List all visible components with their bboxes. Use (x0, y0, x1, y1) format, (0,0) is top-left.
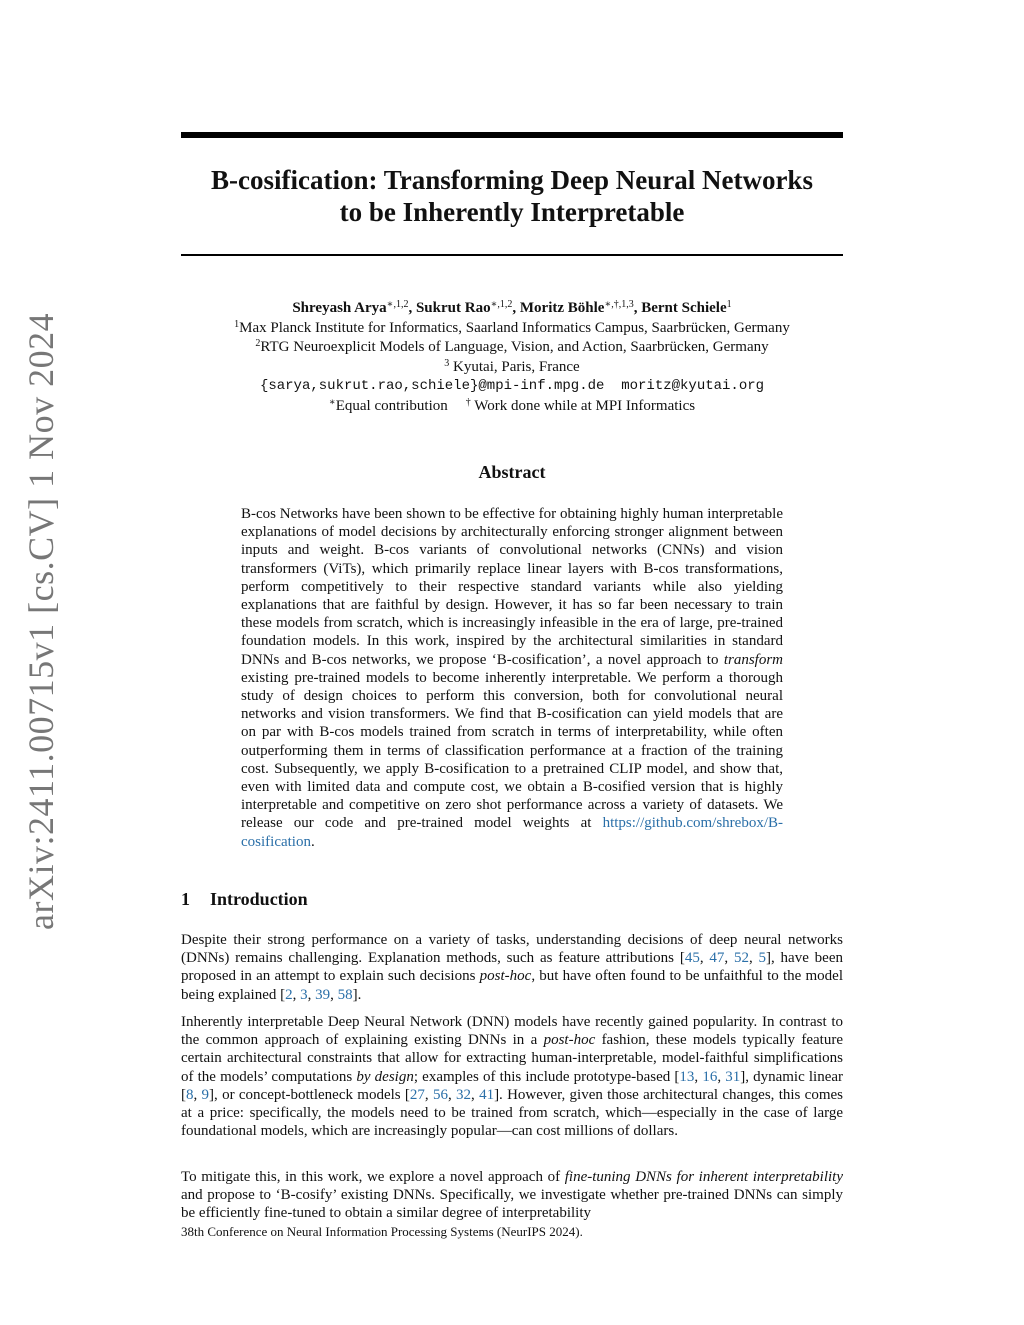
citation-link[interactable]: 32 (456, 1086, 472, 1103)
paragraph-emphasis: fine-tuning DNNs for inherent interpretability (564, 1169, 844, 1185)
paragraph-text: ; examples of this include prototype-based [ (413, 1068, 680, 1085)
paragraph-emphasis: by design (356, 1068, 414, 1085)
affiliation-text: RTG Neuroexplicit Models of Language, Vision, and Action, Saarbrücken, Germany (260, 339, 769, 355)
paragraph-emphasis: post-hoc (479, 968, 532, 985)
section-number: 1 (181, 889, 190, 909)
author-marks: 1 (726, 299, 732, 310)
paragraph-text: and propose to ‘B-cosify’ existing DNNs. Specifically, we investigate whether pre-trained DNNs can simply be efficiently fine-tuned to obtain a similar degree of interpretability (181, 1187, 843, 1222)
affiliation (181, 319, 843, 339)
paragraph-text: ], have been proposed in an attempt to explain such decisions (181, 950, 843, 985)
citation-link[interactable]: 8 (186, 1086, 194, 1103)
intro-paragraph-3 (181, 1168, 843, 1223)
paragraph-text: ], or concept-bottleneck models [ (209, 1086, 410, 1103)
abstract-text: B-cos Networks have been shown to be effective for obtaining highly human interpretable explanations of model decisions by architecturally enforcing stronger alignment between inputs and weight. B-cos variants of convolutional networks (CNNs) and vision transformers (ViTs), which primarily replace linear layers with B-cos transformations, perform competitively to their respective standard variants while also yielding explanations that are faithful by design. However, it has so far been necessary to train these models from scratch, which is increasingly infeasible in the era of large, pre-trained foundation models. In this work, inspired by the architectural similarities in standard DNNs and B-cos networks, we propose ‘B-cosification’, a novel approach to (241, 506, 783, 668)
paragraph-text: Inherently interpretable Deep Neural Network (DNN) models have recently gained popularity. In contrast to the common approach of explaining existing DNNs in a (181, 1014, 843, 1049)
paragraph-text: To mitigate this, in this work, we explore a novel approach of (181, 1169, 565, 1185)
author-block (181, 299, 843, 416)
citation-link[interactable]: 45 (684, 950, 700, 967)
paragraph-text: Despite their strong performance on a variety of tasks, understanding decisions of deep neural networks (DNNs) remains challenging. Explanation methods, such as feature attributions [ (181, 932, 843, 967)
abstract-heading: Abstract (478, 462, 546, 482)
abstract-text: existing pre-trained models to become inherently interpretable. We perform a thorough study of design choices to perform this conversion, both for convolutional neural networks and vision transformers. We find that B-cosification can yield models that are on par with B-cos models trained from scratch in terms of interpretability, while often outperforming them in terms of classification performance at a fraction of the training cost. Subsequently, we apply B-cosification to a pretrained CLIP model, and show that, even with limited data and compute cost, we obtain a B-cosified version that is highly interpretable and competitive on zero shot performance across a variety of datasets. We release our code and pre-trained model weights at (241, 669, 783, 832)
intro-paragraph-1: Despite their strong performance on a variety of tasks, understanding decisions of deep neural networks (DNNs) remains challenging. Explanation methods, such as feature attributions [45, 47, 52, 5], have been proposed in an attempt to explain such decisions post-hoc, but have often found to be unfaithful to the model being explained [2, 3, 39, 58]. (181, 932, 843, 1003)
paragraph-text: ], dynamic linear [ (181, 1068, 844, 1103)
affiliation (181, 358, 843, 378)
title-rule-bottom (181, 254, 843, 256)
paragraph-text: fashion, these models typically feature certain architectural constraints that allow for extracting human-interpretable, model-faithful simplifications of the models’ computations (181, 1032, 843, 1085)
note-work-done: Work done while at MPI Informatics (470, 397, 696, 414)
affiliation-mark: 2 (255, 338, 261, 349)
citation-link[interactable]: 3 (300, 986, 308, 1003)
paragraph-text: , but have often found to be unfaithful to the model being explained [ (181, 968, 843, 1003)
citation-link[interactable]: 39 (315, 986, 331, 1003)
author-emails: {sarya,sukrut.rao,schiele}@mpi-inf.mpg.de moritz@kyutai.org (259, 378, 765, 394)
arxiv-identifier: arXiv:2411.00715v1 [cs.CV] 1 Nov 2024 (21, 312, 61, 930)
title-line-1: B-cosification: Transforming Deep Neural Networks (211, 165, 813, 195)
citation-link[interactable]: 13 (679, 1068, 695, 1085)
affiliation-text: Max Planck Institute for Informatics, Saarland Informatics Campus, Saarbrücken, Germany (239, 319, 790, 336)
citation-link[interactable]: 2 (285, 986, 293, 1003)
note-equal-contribution: Equal contribution (335, 397, 448, 414)
section-title: Introduction (210, 889, 308, 909)
citation-link[interactable]: 27 (409, 1086, 425, 1103)
intro-paragraph-2: Inherently interpretable Deep Neural Network (DNN) models have recently gained popularity. In contrast to the common approach of explaining existing DNNs in a post-hoc fashion, these models typically feature certain architectural constraints that allow for extracting human-interpretable, model-faithful simplifications of the models’ computations by design; examples of this include prototype-based [13, 16, 31], dynamic linear [8, 9], or concept-bottleneck models [27, 56, 32, 41]. However, given those architectural changes, this comes at a price: specifically, the models need to be trained from scratch, which—especially in the case of large foundational models, which are increasingly popular—can cost millions of dollars. (181, 1014, 844, 1140)
abstract-emphasis: transform (723, 651, 783, 668)
abstract-body (241, 505, 783, 851)
affiliation-mark: 3 (444, 357, 450, 369)
affiliation (181, 338, 843, 358)
author-marks: ∗,†,1,3 (604, 299, 634, 310)
paper-title (181, 164, 843, 228)
citation-link[interactable]: 58 (337, 986, 353, 1003)
title-rule-top (181, 132, 843, 138)
note-mark: ∗ (328, 396, 336, 408)
paragraph-text: ]. However, given those architectural changes, this comes at a price: specifically, the models need to be trained from scratch, which—especially in the case of large foundational models, which are increasingly popular—can cost millions of dollars. (181, 1086, 843, 1140)
paragraph-emphasis: post-hoc (543, 1032, 596, 1049)
author-marks: ∗,1,2 (386, 299, 409, 310)
conference-footer: 38th Conference on Neural Information Processing Systems (NeurIPS 2024). (181, 1224, 583, 1239)
author-notes (181, 397, 843, 417)
section-heading-introduction (181, 889, 843, 910)
paragraph-text: ]. (352, 986, 362, 1003)
author-marks: ∗,1,2 (490, 299, 513, 310)
author-name: Sukrut Rao (415, 300, 491, 316)
author-list: Shreyash Arya$^{∗,1,2}$, Sukrut Rao$^{∗,1,2}$, Moritz Böhle$^{∗,\dagger,1,3}$, Bernt Schiele$^1$ (292, 299, 732, 316)
citation-link[interactable]: 52 (733, 950, 749, 967)
author-name: Shreyash Arya (292, 300, 387, 316)
citation-link[interactable]: 31 (725, 1068, 741, 1085)
github-link[interactable]: https://github.com/shrebox/B-cosification (241, 815, 783, 850)
citation-link[interactable]: 41 (479, 1086, 495, 1103)
author-name: Bernt Schiele (641, 300, 727, 316)
citation-link[interactable]: 47 (709, 950, 725, 967)
title-line-2: to be Inherently Interpretable (339, 197, 685, 227)
citation-link[interactable]: 9 (201, 1086, 210, 1103)
author-name: Moritz Böhle (519, 300, 605, 316)
citation-link[interactable]: 16 (702, 1068, 718, 1085)
citation-link[interactable]: 5 (758, 950, 766, 967)
citation-link[interactable]: 56 (432, 1086, 448, 1103)
note-mark: † (465, 396, 471, 408)
affiliation-text: Kyutai, Paris, France (449, 358, 580, 375)
abstract-text: . (310, 833, 315, 850)
affiliation-mark: 1 (234, 318, 240, 330)
